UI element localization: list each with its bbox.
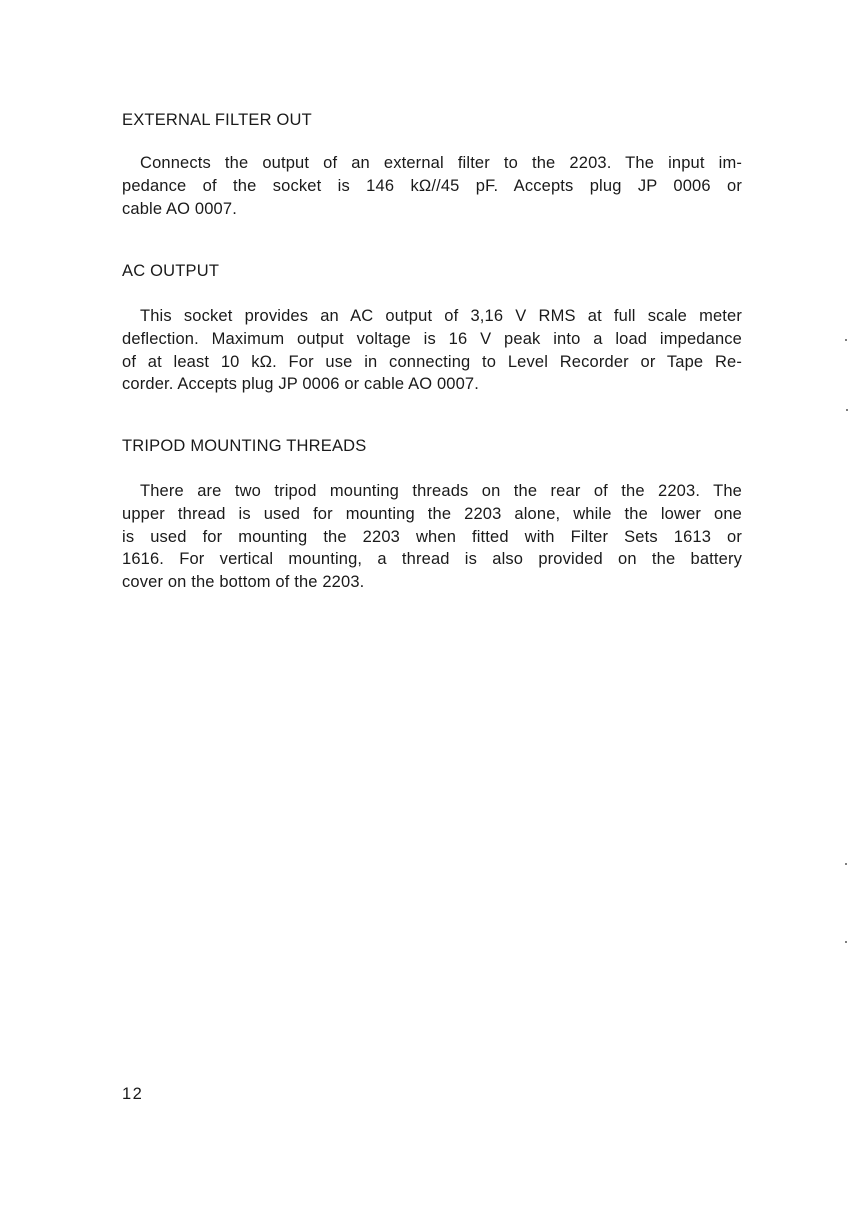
scan-speck bbox=[845, 863, 847, 865]
section-paragraph-tripod-mounting-threads bbox=[122, 480, 742, 594]
paragraph-line: of at least 10 kΩ. For use in connecting to Level Recorder or Tape Re- bbox=[122, 352, 742, 371]
paragraph-line: This socket provides an AC output of 3,16 V RMS at full scale meter bbox=[140, 307, 742, 325]
paragraph-line: cover on the bottom of the 2203. bbox=[122, 573, 365, 592]
scan-speck bbox=[846, 409, 848, 411]
paragraph-line: Connects the output of an external filter to the 2203. The input im- bbox=[140, 154, 742, 172]
paragraph-line: corder. Accepts plug JP 0006 or cable AO 0007. bbox=[122, 375, 479, 394]
section-heading-external-filter-out: EXTERNAL FILTER OUT bbox=[122, 111, 312, 129]
paragraph-line: pedance of the socket is 146 kΩ//45 pF. Accepts plug JP 0006 or bbox=[122, 176, 742, 195]
scan-speck bbox=[845, 941, 847, 943]
section-heading-tripod-mounting-threads: TRIPOD MOUNTING THREADS bbox=[122, 437, 367, 455]
section-heading-ac-output: AC OUTPUT bbox=[122, 262, 220, 280]
paragraph-line: upper thread is used for mounting the 2203 alone, while the lower one bbox=[122, 504, 742, 523]
section-paragraph-external-filter-out bbox=[122, 152, 742, 220]
section-paragraph-ac-output bbox=[122, 305, 742, 396]
page-number: 12 bbox=[122, 1085, 144, 1103]
paragraph-line: 1616. For vertical mounting, a thread is also provided on the battery bbox=[122, 550, 742, 569]
paragraph-line: cable AO 0007. bbox=[122, 199, 237, 218]
paragraph-line: deflection. Maximum output voltage is 16 V peak into a load impedance bbox=[122, 329, 742, 348]
paragraph-line: is used for mounting the 2203 when fitted with Filter Sets 1613 or bbox=[122, 527, 742, 546]
scan-speck bbox=[845, 339, 847, 341]
paragraph-line: There are two tripod mounting threads on the rear of the 2203. The bbox=[140, 482, 742, 500]
